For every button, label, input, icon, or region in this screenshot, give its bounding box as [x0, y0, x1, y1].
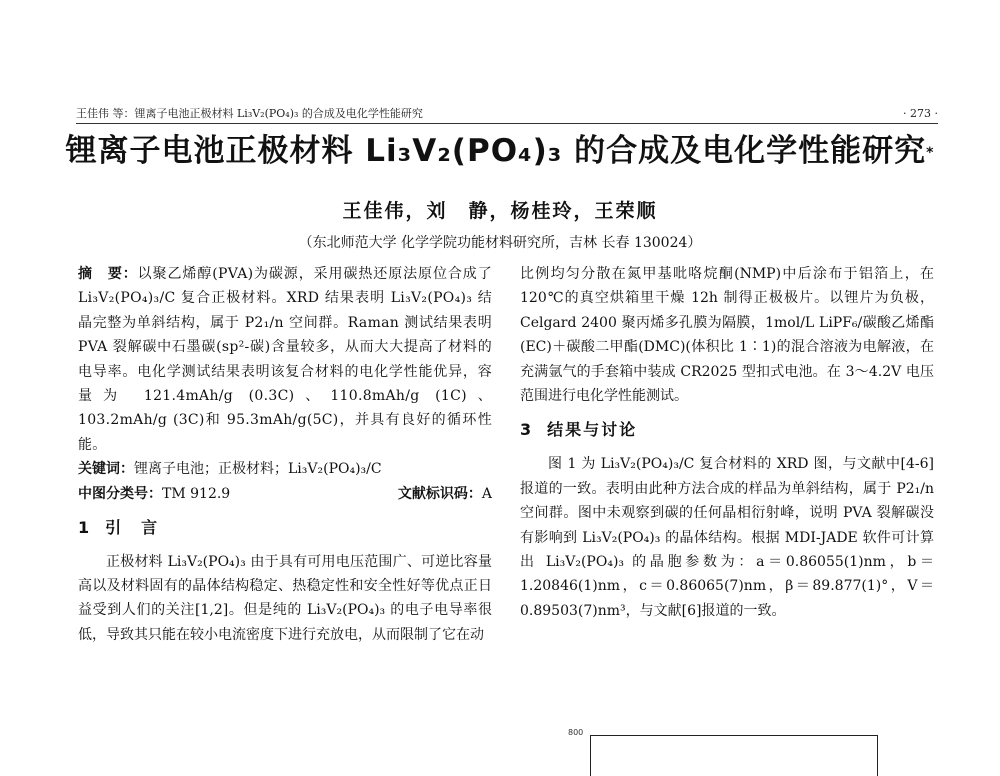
experimental-paragraph: 比例均匀分散在氮甲基吡咯烷酮(NMP)中后涂布于铝箔上，在 120℃的真空烘箱里干燥 12h 制得正极极片。以锂片为负极，Celgard 2400 聚丙烯多孔膜为隔膜，1mol/L LiPF₆/碳酸乙烯酯(EC)＋碳酸二甲酯(DMC)(体积比 1∶1)的混合溶液为电解液，在充满氩气的手套箱中装成 CR2025 型扣式电池。在 3～4.2V 电压范围进行电化学性能测试。: [520, 266, 934, 405]
keywords-text: 锂离子电池；正极材料；Li₃V₂(PO₄)₃/C: [134, 461, 382, 478]
abstract: [78, 262, 492, 457]
running-header: [76, 107, 938, 124]
section-1-heading: [78, 516, 492, 540]
classification-row: [78, 482, 492, 506]
page-number: · 273 ·: [903, 107, 938, 120]
affiliation: （东北师范大学 化学学院功能材料研究所，吉林 长春 130024）: [298, 235, 702, 251]
classification-value: TM 912.9: [162, 485, 231, 502]
authors: 王佳伟，刘 静，杨桂玲，王荣顺: [342, 200, 658, 222]
right-column: [520, 262, 934, 623]
section-1-paragraph: 正极材料 Li₃V₂(PO₄)₃ 由于具有可用电压范围广、可逆比容量高以及材料固有的晶体结构稳定、热稳定性和安全性好等优点正日益受到人们的关注[1,2]。但是纯的 Li₃V₂(PO₄)₃ 的电子电导率很低，导致其只能在较小电流密度下进行充放电，从而限制了它在动: [78, 553, 492, 643]
abstract-label: 摘 要：: [78, 266, 138, 282]
abstract-text: 以聚乙烯醇(PVA)为碳源，采用碳热还原法原位合成了 Li₃V₂(PO₄)₃/C 复合正极材料。XRD 结果表明 Li₃V₂(PO₄)₃ 结晶完整为单斜结构，属于 P2₁/n 空间群。Raman 测试结果表明 PVA 裂解碳中石墨碳(sp²-碳)含量较多，从而大大提高了材料的电导率。电化学测试结果表明该复合材料的电化学性能优异，容量为 121.4mAh/g (0.3C)、110.8mAh/g (1C)、103.2mAh/g (3C)和 95.3mAh/g(5C)，并具有良好的循环性能。: [78, 266, 492, 453]
figure-1-frame: [590, 735, 878, 776]
section-3-title: 结果与讨论: [547, 420, 638, 440]
classification-label: 中图分类号：: [78, 485, 162, 502]
running-title: 王佳伟 等：锂离子电池正极材料 Li₃V₂(PO₄)₃ 的合成及电化学性能研究: [76, 107, 423, 120]
figure-axis-tick: 800: [568, 728, 584, 737]
keywords-label: 关键词：: [78, 461, 134, 478]
keywords: [78, 457, 492, 481]
section-1-number: 1: [78, 517, 92, 537]
section-3-paragraph: 图 1 为 Li₃V₂(PO₄)₃/C 复合材料的 XRD 图，与文献中[4-6]报道的一致。表明由此种方法合成的样品为单斜结构，属于 P2₁/n 空间群。图中未观察到碳的任何晶相衍射峰，说明 PVA 裂解碳没有影响到 Li₃V₂(PO₄)₃ 的晶体结构。根据 MDI-JADE 软件可计算出 Li₃V₂(PO₄)₃ 的晶胞参数为：a＝0.86055(1)nm，b＝1.20846(1)nm，c＝0.86065(7)nm，β＝89.877(1)°，V＝0.89503(7)nm³，与文献[6]报道的一致。: [520, 456, 934, 619]
section-3-heading: [520, 418, 934, 442]
paper-title-text: 锂离子电池正极材料 Li₃V₂(PO₄)₃ 的合成及电化学性能研究: [65, 133, 927, 169]
section-1-title: 引 言: [105, 517, 160, 537]
paper-title: [60, 128, 940, 174]
title-footnote-mark: *: [926, 145, 935, 161]
doc-code-value: A: [481, 485, 492, 502]
doc-code-label: 文献标识码：: [397, 485, 482, 502]
section-3-number: 3: [520, 420, 534, 440]
left-column: [78, 262, 492, 647]
